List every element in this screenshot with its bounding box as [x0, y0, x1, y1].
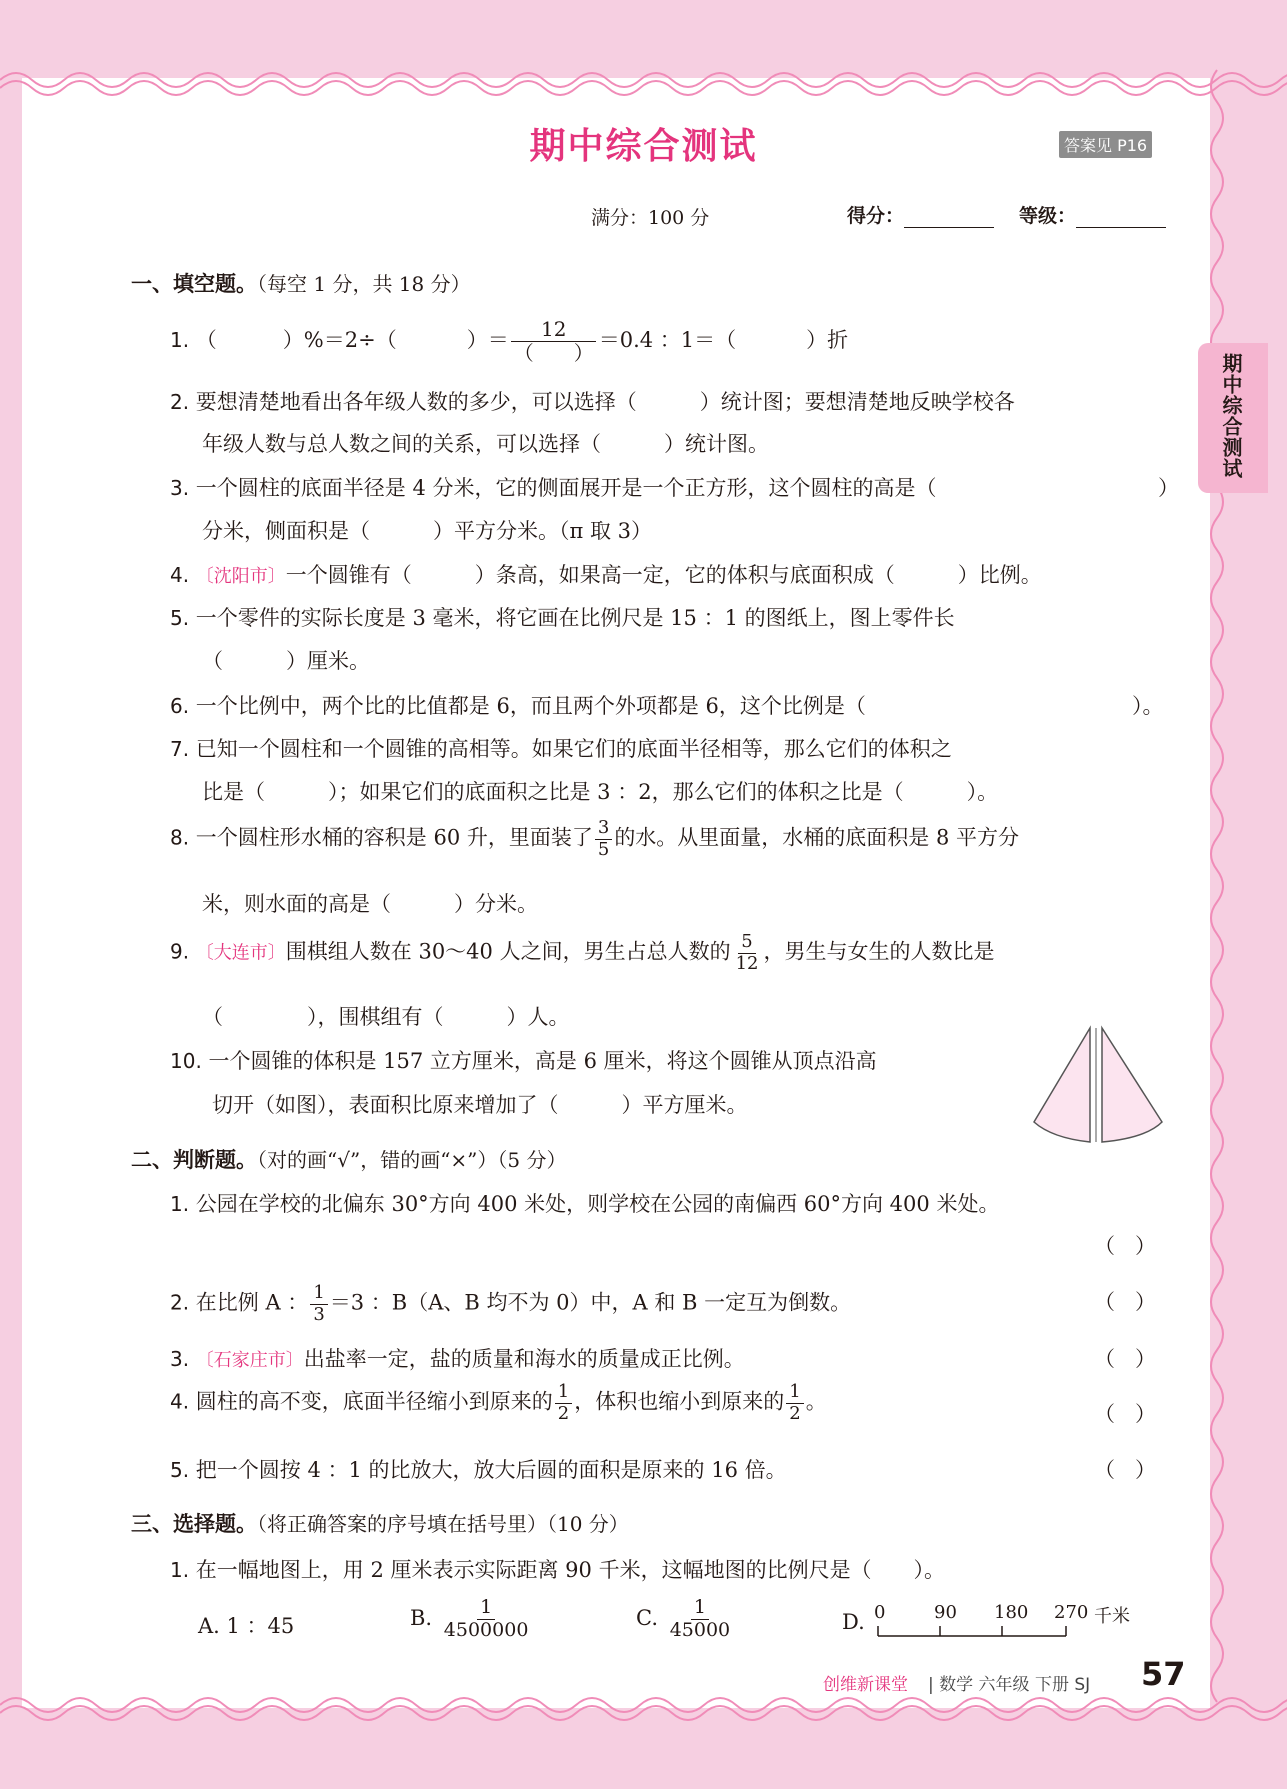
s3-q1-option-a[interactable]: A. 1 ：45 — [198, 1614, 295, 1638]
section2-note: （对的画“√”，错的画“×”）（5 分） — [257, 1148, 567, 1172]
s1-q6-close-paren: ）。 — [1132, 694, 1164, 718]
s1-q5-line1: 5. 一个零件的实际长度是 3 毫米，将它画在比例尺是 15 ：1 的图纸上，图上零件长 — [170, 606, 955, 630]
city-tag: 〔石家庄市〕 — [195, 1350, 304, 1371]
footer-brand: 创维新课堂 — [823, 1675, 908, 1695]
s2-q1: 1. 公园在学校的北偏东 30°方向 400 米处，则学校在公园的南偏西 60°方向 400 米处。 — [170, 1192, 1000, 1216]
s2-q2-answer-paren[interactable]: （ ） — [1094, 1290, 1156, 1314]
split-cone-figure — [1030, 1022, 1170, 1147]
city-tag: 〔沈阳市〕 — [195, 566, 286, 587]
s2-q5-answer-paren[interactable]: （ ） — [1094, 1458, 1156, 1482]
s1-q8-line1: 8. 一个圆柱形水桶的容积是 60 升，里面装了 $\frac{3}{5}$ 的水。从里面量，水桶的底面积是 8 平方分 — [170, 817, 1020, 860]
section3-heading — [131, 1508, 629, 1538]
score-blank[interactable] — [904, 207, 994, 228]
grade-blank[interactable] — [1076, 207, 1166, 228]
right-wave-border — [1205, 0, 1245, 1789]
page-title: 期中综合测试 — [529, 126, 758, 167]
section2-title: 二、判断题。 — [131, 1147, 257, 1172]
s1-q3-line1: 3. 一个圆柱的底面半径是 4 分米，它的侧面展开是一个正方形，这个圆柱的高是（ — [170, 476, 937, 500]
section3-note: （将正确答案的序号填在括号里）（10 分） — [257, 1512, 629, 1536]
s3-q1: 1. 在一幅地图上，用 2 厘米表示实际距离 90 千米，这幅地图的比例尺是（ ）。 — [170, 1558, 946, 1582]
s2-q4-answer-paren[interactable]: （ ） — [1094, 1402, 1156, 1426]
score-label: 得分： — [847, 205, 905, 227]
section1-heading — [131, 268, 471, 298]
s1-q9-line2: （ ），围棋组有（ ）人。 — [202, 1005, 570, 1029]
s1-q5-line2: （ ）厘米。 — [202, 649, 370, 673]
top-wave-border — [0, 60, 1287, 100]
section1-note: （每空 1 分，共 18 分） — [257, 272, 471, 296]
s1-q10-line1: 10. 一个圆锥的体积是 157 立方厘米，高是 6 厘米，将这个圆锥从顶点沿高 — [170, 1049, 877, 1073]
s1-q10-line2: 切开（如图），表面积比原来增加了（ ）平方厘米。 — [212, 1093, 748, 1117]
answer-reference-badge: 答案见 P16 — [1059, 131, 1152, 158]
s1-q3-close-paren: ） — [1158, 476, 1179, 500]
s3-q1-option-d[interactable]: D. — [842, 1610, 865, 1634]
footer-subject: | 数学 六年级 下册 SJ — [928, 1675, 1091, 1695]
s1-q7-line1: 7. 已知一个圆柱和一个圆锥的高相等。如果它们的底面半径相等，那么它们的体积之 — [170, 737, 952, 761]
scale-tick-0: 0 — [874, 1602, 886, 1623]
s1-q2-line1: 2. 要想清楚地看出各年级人数的多少，可以选择（ ）统计图；要想清楚地反映学校各 — [170, 390, 1015, 414]
city-tag: 〔大连市〕 — [195, 942, 286, 964]
s1-q8-line2: 米，则水面的高是（ ）分米。 — [202, 892, 538, 916]
section3-title: 三、选择题。 — [131, 1511, 257, 1536]
s1-q4: 4. 〔沈阳市〕一个圆锥有（ ）条高，如果高一定，它的体积与底面积成（ ）比例。 — [170, 563, 1042, 587]
grade-label: 等级： — [1019, 205, 1077, 227]
s1-q3-line2: 分米，侧面积是（ ）平方分米。（π 取 3） — [202, 519, 653, 543]
side-tab-label: 期中综合测试 — [1219, 353, 1243, 479]
full-score-label: 满分：100 分 — [591, 207, 710, 229]
bottom-wave-border — [0, 1693, 1287, 1733]
scale-tick-180: 180 — [994, 1602, 1029, 1623]
s2-q4: 4. 圆柱的高不变，底面半径缩小到原来的 $\frac{1}{2}$ ，体积也缩小到原来的 $\frac{1}{2}$ 。 — [170, 1381, 827, 1424]
s2-q3: 3. 〔石家庄市〕出盐率一定，盐的质量和海水的质量成正比例。 — [170, 1347, 745, 1371]
page-number: 57 — [1141, 1655, 1186, 1693]
scale-tick-90: 90 — [934, 1602, 957, 1623]
s2-q2: 2. 在比例 A ： $\frac{1}{3}$ ＝3 ：B（A、B 均不为 0）中，A 和 B 一定互为倒数。 — [170, 1282, 852, 1325]
s1-q2-line2: 年级人数与总人数之间的关系，可以选择（ ）统计图。 — [202, 432, 769, 456]
s2-q1-answer-paren[interactable]: （ ） — [1094, 1234, 1156, 1258]
scale-tick-270: 270 — [1054, 1602, 1089, 1623]
s3-q1-option-c[interactable]: C. $\frac{1}{45000}$ — [636, 1596, 731, 1641]
section2-heading — [131, 1144, 566, 1174]
scale-ruler — [874, 1624, 1074, 1640]
section1-title: 一、填空题。 — [131, 271, 257, 296]
s1-q7-line2: 比是（ ）；如果它们的底面积之比是 3 ：2，那么它们的体积之比是（ ）。 — [202, 780, 999, 804]
s2-q5: 5. 把一个圆按 4 ：1 的比放大，放大后圆的面积是原来的 16 倍。 — [170, 1458, 787, 1482]
s2-q3-answer-paren[interactable]: （ ） — [1094, 1347, 1156, 1371]
s3-q1-option-b[interactable]: B. $\frac{1}{4500000}$ — [410, 1596, 529, 1641]
scale-unit: 千米 — [1094, 1606, 1130, 1627]
side-tab — [1198, 343, 1268, 493]
scale-bar — [874, 1602, 1134, 1642]
s1-q1: 1. （ ）%＝2÷（ ）＝ $\frac{12}{( )}$ ＝0.4 ：1＝（ ）折 — [170, 317, 849, 365]
s1-q6: 6. 一个比例中，两个比的比值都是 6，而且两个外项都是 6，这个比例是（ — [170, 694, 866, 718]
s1-q9-line1: 9. 〔大连市〕围棋组人数在 30～40 人之间，男生占总人数的 $\frac{5}{12}$ ，男生与女生的人数比是 — [170, 931, 995, 974]
